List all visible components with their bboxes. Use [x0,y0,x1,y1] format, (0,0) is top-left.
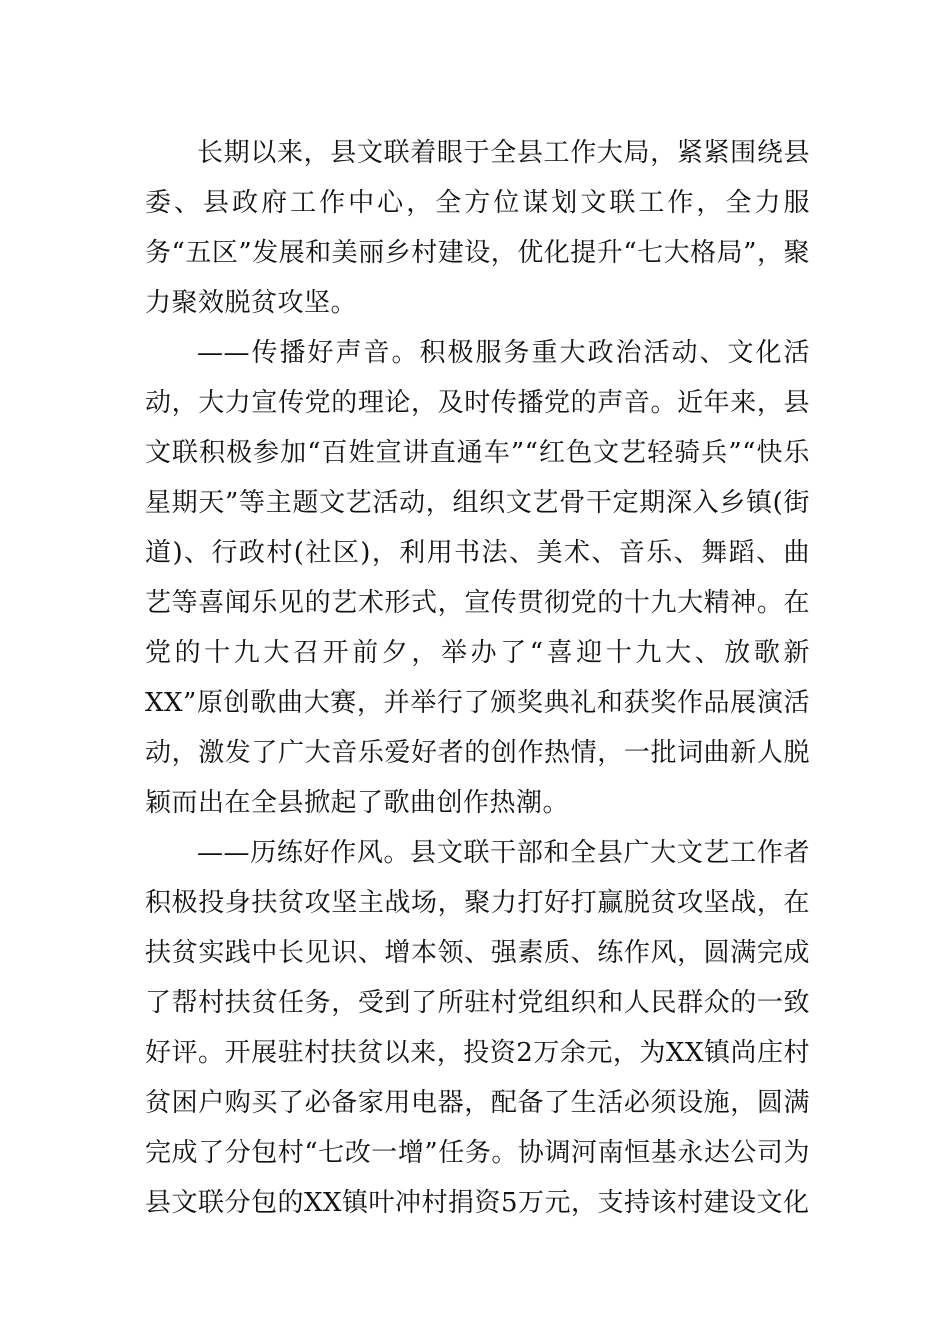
document-body [145,128,810,1228]
paragraph-temper-good-style: ——历练好作风。县文联干部和全县广大文艺工作者积极投身扶贫攻坚主战场，聚力打好打赢脱贫攻坚战，在扶贫实践中长见识、增本领、强素质、练作风，圆满完成了帮村扶贫任务，受到了所驻村党组织和人民群众的一致好评。开展驻村扶贫以来，投资2万余元，为XX镇尚庄村贫困户购买了必备家用电器，配备了生活必须设施，圆满完成了分包村“七改一增”任务。协调河南恒基永达公司为县文联分包的XX镇叶冲村捐资5万元，支持该村建设文化 [145,838,810,1218]
paragraph-spread-good-voice: ——传播好声音。积极服务重大政治活动、文化活动，大力宣传党的理论，及时传播党的声音。近年来，县文联积极参加“百姓宣讲直通车”“红色文艺轻骑兵”“快乐星期天”等主题文艺活动，组织文艺骨干定期深入乡镇(街道)、行政村(社区)，利用书法、美术、音乐、舞蹈、曲艺等喜闻乐见的艺术形式，宣传贯彻党的十九大精神。在党的十九大召开前夕，举办了“喜迎十九大、放歌新XX”原创歌曲大赛，并举行了颁奖典礼和获奖作品展演活动，激发了广大音乐爱好者的创作热情，一批词曲新人脱颖而出在全县掀起了歌曲创作热潮。 [145,338,810,818]
paragraph-intro: 长期以来，县文联着眼于全县工作大局，紧紧围绕县委、县政府工作中心，全方位谋划文联工作，全力服务“五区”发展和美丽乡村建设，优化提升“七大格局”，聚力聚效脱贫攻坚。 [145,138,810,318]
